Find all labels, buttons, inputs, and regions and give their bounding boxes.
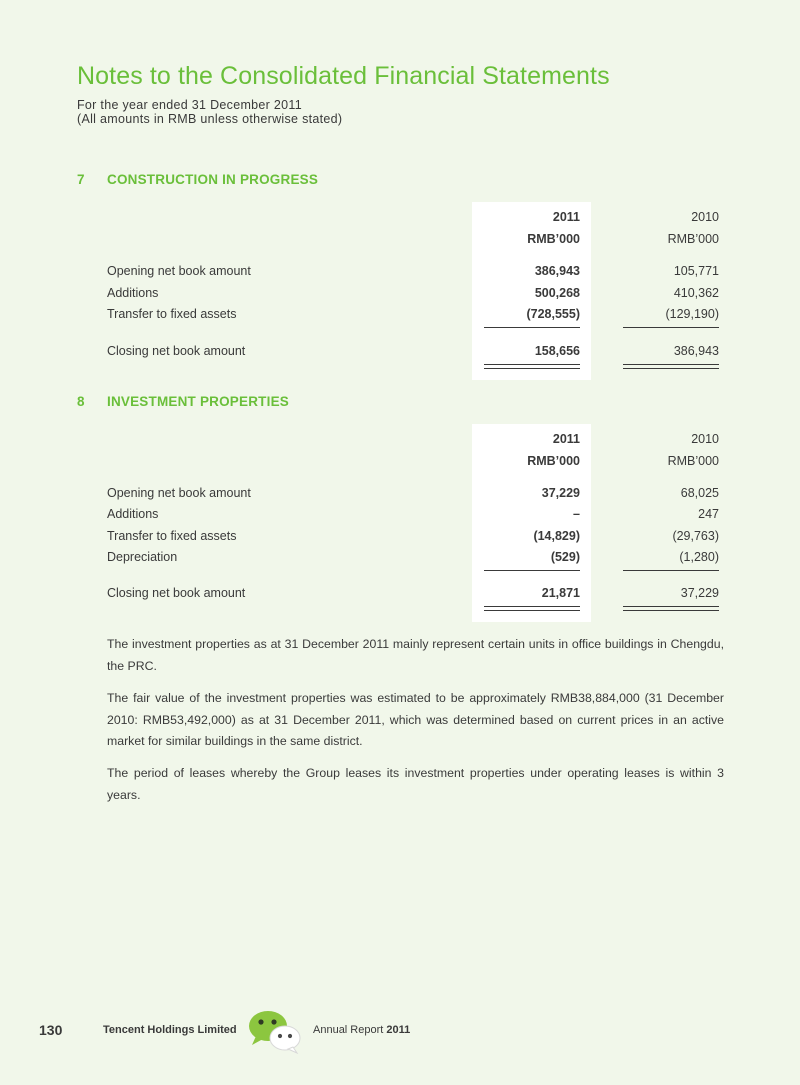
section-7-number: 7	[77, 172, 85, 187]
row-label: Transfer to fixed assets	[107, 529, 237, 543]
value-2010: 247	[698, 507, 719, 521]
row-label: Depreciation	[107, 550, 178, 564]
table-row-total	[0, 584, 800, 602]
total-double-rule	[623, 364, 719, 365]
wechat-bubbles-icon	[246, 1008, 304, 1054]
total-double-rule	[623, 606, 719, 607]
table-8-year-header	[0, 430, 800, 448]
subtotal-rule	[623, 570, 719, 571]
value-2010: 410,362	[673, 286, 719, 300]
row-label: Closing net book amount	[107, 344, 246, 358]
value-2010: (129,190)	[665, 307, 719, 321]
row-label: Closing net book amount	[107, 586, 246, 600]
company-name: Tencent Holdings Limited	[103, 1024, 237, 1036]
col-2011-unit: RMB’000	[527, 454, 580, 468]
value-2011: (529)	[550, 550, 580, 564]
value-2011: 500,268	[534, 286, 580, 300]
subtotal-rule	[484, 327, 580, 328]
page-number: 130	[39, 1022, 63, 1038]
table-row	[0, 484, 800, 502]
total-double-rule	[484, 364, 580, 365]
value-2011: 21,871	[541, 586, 580, 600]
paragraph-fair-value: The fair value of the investment properties was estimated to be approximately RMB38,884,000 (31 December 2010: RMB53,492,000) as at 31 December 2011, which was determined based on current prices in an active market for similar buildings in the same district.	[107, 691, 724, 748]
table-row	[0, 262, 800, 280]
table-7-year-header	[0, 208, 800, 226]
row-label: Transfer to fixed assets	[107, 307, 237, 321]
section-7-heading	[77, 172, 318, 187]
subtotal-rule	[623, 327, 719, 328]
value-2010: 105,771	[673, 264, 719, 278]
table-row	[0, 548, 800, 566]
report-prefix: Annual Report	[313, 1024, 384, 1036]
paragraph-location: The investment properties as at 31 December 2011 mainly represent certain units in office buildings in Chengdu, the PRC.	[107, 637, 724, 673]
row-label: Additions	[107, 507, 159, 521]
section-8-title: INVESTMENT PROPERTIES	[107, 394, 289, 409]
value-2011: 37,229	[541, 486, 580, 500]
table-row-total	[0, 342, 800, 360]
report-year: 2011	[386, 1024, 411, 1036]
value-2010: (29,763)	[672, 529, 719, 543]
value-2011: 386,943	[534, 264, 580, 278]
page-footer	[0, 1022, 800, 1052]
value-2010: 68,025	[680, 486, 719, 500]
page-title: Notes to the Consolidated Financial Statements	[77, 62, 610, 90]
row-label: Opening net book amount	[107, 486, 251, 500]
value-2010: (1,280)	[679, 550, 719, 564]
section-8-heading	[77, 394, 289, 409]
row-label: Additions	[107, 286, 159, 300]
value-2011: 158,656	[534, 344, 580, 358]
value-2010: 386,943	[673, 344, 719, 358]
total-double-rule	[484, 368, 580, 369]
value-2010: 37,229	[680, 586, 719, 600]
table-row	[0, 505, 800, 523]
col-2010-year: 2010	[691, 210, 719, 224]
paragraph-leases: The period of leases whereby the Group leases its investment properties under operating leases is within 3 years.	[107, 766, 724, 802]
col-2011-unit: RMB’000	[527, 232, 580, 246]
col-2011-year: 2011	[552, 432, 580, 446]
total-double-rule	[484, 610, 580, 611]
section-7-title: CONSTRUCTION IN PROGRESS	[107, 172, 319, 187]
total-double-rule	[623, 368, 719, 369]
total-double-rule	[484, 606, 580, 607]
table-row	[0, 284, 800, 302]
value-2011: (728,555)	[526, 307, 580, 321]
row-label: Opening net book amount	[107, 264, 251, 278]
section-8-number: 8	[77, 394, 85, 409]
report-label	[313, 1024, 410, 1036]
table-row	[0, 527, 800, 545]
table-8-unit-header	[0, 452, 800, 470]
table-row	[0, 305, 800, 323]
subtitle-period: For the year ended 31 December 2011	[77, 98, 302, 112]
subtitle-currency: (All amounts in RMB unless otherwise stated)	[77, 112, 343, 126]
value-2011: –	[573, 507, 580, 521]
value-2011: (14,829)	[533, 529, 580, 543]
col-2010-unit: RMB’000	[667, 232, 719, 246]
table-7-unit-header	[0, 230, 800, 248]
total-double-rule	[623, 610, 719, 611]
col-2010-unit: RMB’000	[667, 454, 719, 468]
col-2011-year: 2011	[552, 210, 580, 224]
subtotal-rule	[484, 570, 580, 571]
col-2010-year: 2010	[691, 432, 719, 446]
